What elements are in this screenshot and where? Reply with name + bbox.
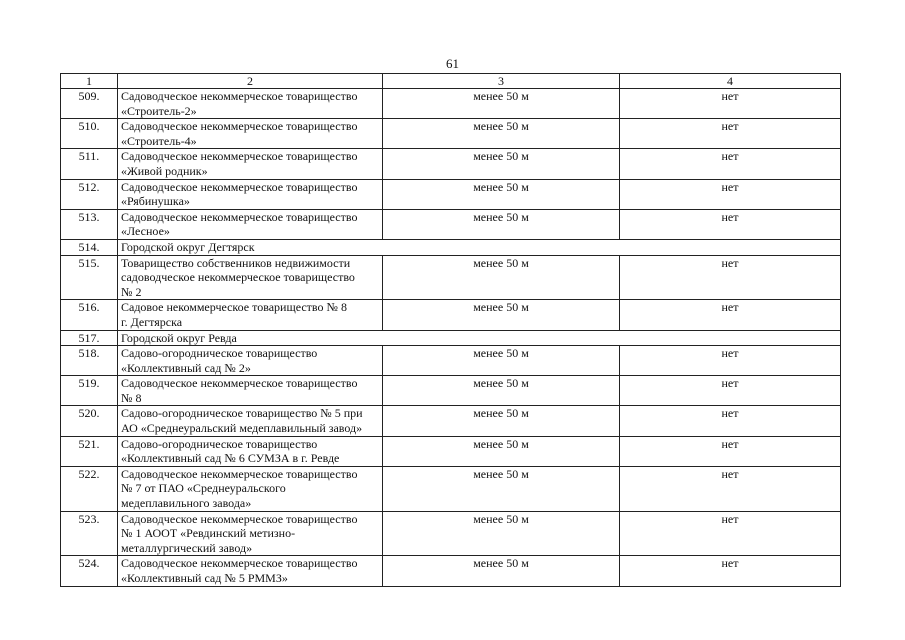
table-row xyxy=(61,179,841,209)
section-title: Городской округ Ревда xyxy=(118,330,841,346)
table-row xyxy=(61,376,841,406)
row-number: 523. xyxy=(61,511,118,556)
flag-value: нет xyxy=(620,406,841,436)
row-number: 518. xyxy=(61,346,118,376)
organization-name: Садоводческое некоммерческое товарищество «Лесное» xyxy=(118,209,383,239)
distance-value: менее 50 м xyxy=(383,179,620,209)
table-row xyxy=(61,511,841,556)
distance-value: менее 50 м xyxy=(383,466,620,511)
distance-value: менее 50 м xyxy=(383,511,620,556)
table-row xyxy=(61,466,841,511)
page-number: 61 xyxy=(446,56,459,71)
distance-value: менее 50 м xyxy=(383,556,620,586)
column-header-1: 1 xyxy=(61,74,118,89)
row-number: 519. xyxy=(61,376,118,406)
row-number: 512. xyxy=(61,179,118,209)
row-number: 524. xyxy=(61,556,118,586)
table-row xyxy=(61,255,841,300)
row-number: 521. xyxy=(61,436,118,466)
table-section-row xyxy=(61,239,841,255)
table-header-row xyxy=(61,74,841,89)
table-row xyxy=(61,346,841,376)
section-title: Городской округ Дегтярск xyxy=(118,239,841,255)
flag-value: нет xyxy=(620,436,841,466)
column-header-4: 4 xyxy=(620,74,841,89)
organization-name: Садово-огородническое товарищество «Коллективный сад № 6 СУМЗА в г. Ревде xyxy=(118,436,383,466)
table-row xyxy=(61,149,841,179)
flag-value: нет xyxy=(620,209,841,239)
row-number: 509. xyxy=(61,89,118,119)
flag-value: нет xyxy=(620,149,841,179)
organization-name: Садоводческое некоммерческое товарищество «Коллективный сад № 5 РММЗ» xyxy=(118,556,383,586)
organization-name: Садово-огородническое товарищество № 5 при АО «Среднеуральский медеплавильный завод» xyxy=(118,406,383,436)
distance-value: менее 50 м xyxy=(383,209,620,239)
flag-value: нет xyxy=(620,89,841,119)
organization-name: Садоводческое некоммерческое товарищество № 8 xyxy=(118,376,383,406)
flag-value: нет xyxy=(620,119,841,149)
row-number: 514. xyxy=(61,239,118,255)
row-number: 511. xyxy=(61,149,118,179)
flag-value: нет xyxy=(620,300,841,330)
flag-value: нет xyxy=(620,511,841,556)
row-number: 522. xyxy=(61,466,118,511)
distance-value: менее 50 м xyxy=(383,346,620,376)
distance-value: менее 50 м xyxy=(383,149,620,179)
row-number: 517. xyxy=(61,330,118,346)
flag-value: нет xyxy=(620,376,841,406)
distance-value: менее 50 м xyxy=(383,436,620,466)
row-number: 513. xyxy=(61,209,118,239)
flag-value: нет xyxy=(620,346,841,376)
table-row xyxy=(61,209,841,239)
organization-name: Садоводческое некоммерческое товарищество «Рябинушка» xyxy=(118,179,383,209)
column-header-2: 2 xyxy=(118,74,383,89)
table-section-row xyxy=(61,330,841,346)
organization-name: Садоводческое некоммерческое товарищество «Строитель-2» xyxy=(118,89,383,119)
table-row xyxy=(61,406,841,436)
flag-value: нет xyxy=(620,179,841,209)
distance-value: менее 50 м xyxy=(383,89,620,119)
row-number: 516. xyxy=(61,300,118,330)
organization-name: Садоводческое некоммерческое товарищество «Строитель-4» xyxy=(118,119,383,149)
organization-name: Садоводческое некоммерческое товарищество № 7 от ПАО «Среднеуральского медеплавильного завода» xyxy=(118,466,383,511)
flag-value: нет xyxy=(620,466,841,511)
distance-value: менее 50 м xyxy=(383,255,620,300)
row-number: 520. xyxy=(61,406,118,436)
row-number: 510. xyxy=(61,119,118,149)
row-number: 515. xyxy=(61,255,118,300)
organization-name: Садоводческое некоммерческое товарищество «Живой родник» xyxy=(118,149,383,179)
organization-name: Садовое некоммерческое товарищество № 8 г. Дегтярска xyxy=(118,300,383,330)
table-body xyxy=(61,89,841,587)
table-row xyxy=(61,556,841,586)
organization-name: Садоводческое некоммерческое товарищество № 1 АООТ «Ревдинский метизно- металлургический завод» xyxy=(118,511,383,556)
table-row xyxy=(61,119,841,149)
distance-value: менее 50 м xyxy=(383,376,620,406)
data-table xyxy=(60,73,841,587)
table-row xyxy=(61,89,841,119)
table-row xyxy=(61,436,841,466)
organization-name: Садово-огородническое товарищество «Коллективный сад № 2» xyxy=(118,346,383,376)
distance-value: менее 50 м xyxy=(383,300,620,330)
flag-value: нет xyxy=(620,556,841,586)
distance-value: менее 50 м xyxy=(383,119,620,149)
flag-value: нет xyxy=(620,255,841,300)
organization-name: Товарищество собственников недвижимости садоводческое некоммерческое товарищество № 2 xyxy=(118,255,383,300)
distance-value: менее 50 м xyxy=(383,406,620,436)
column-header-3: 3 xyxy=(383,74,620,89)
table-row xyxy=(61,300,841,330)
